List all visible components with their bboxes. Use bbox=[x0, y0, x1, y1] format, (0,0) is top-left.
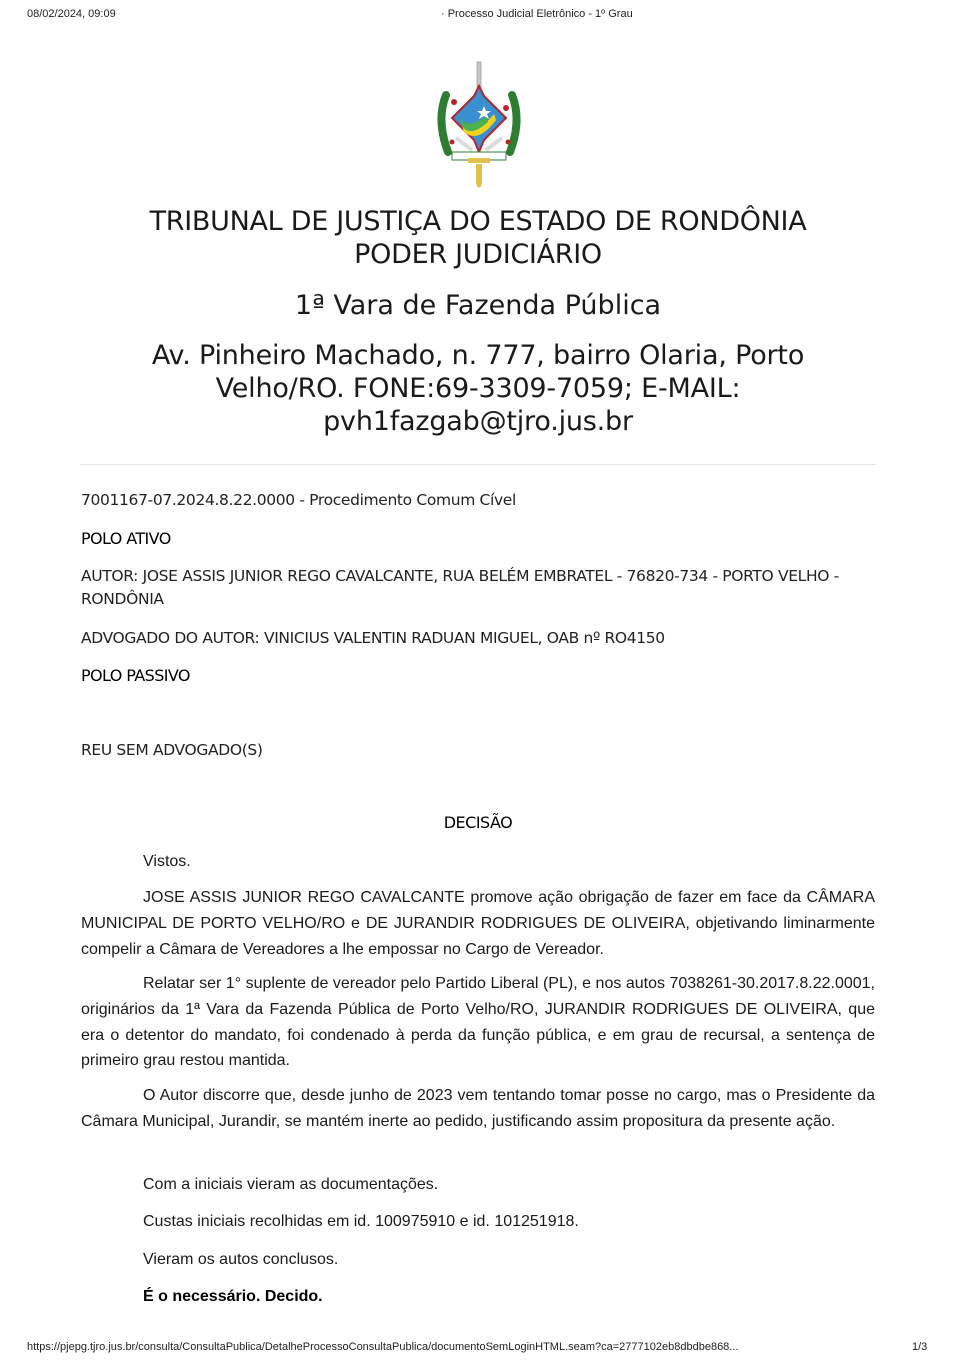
decision-paragraph: Relatar ser 1° suplente de vereador pelo Partido Liberal (PL), e nos autos 7038261-30.2017.8.22.0001, originários da 1ª Vara da Fazenda Pública de Porto Velho/RO, JURANDIR RODRIGUES DE OLIVEIRA, que era o detentor do mandato, foi condenado à perda da função pública, e em grau de recursal, a sentença de primeiro grau restou mantida. bbox=[81, 975, 875, 1070]
decision-paragraph: O Autor discorre que, desde junho de 2023 vem tentando tomar posse no cargo, mas o Presidente da Câmara Municipal, Jurandir, se mantém inerte ao pedido, justificando assim propositura da presente ação. bbox=[81, 1087, 875, 1130]
polo-passivo-label: POLO PASSIVO bbox=[81, 666, 190, 685]
decision-paragraph: Vistos. bbox=[143, 853, 191, 870]
advogado-info: ADVOGADO DO AUTOR: VINICIUS VALENTIN RADUAN MIGUEL, OAB nº RO4150 bbox=[81, 629, 665, 647]
decision-paragraph-emphasis: É o necessário. Decido. bbox=[143, 1288, 323, 1305]
print-datetime: 08/02/2024, 09:09 bbox=[27, 8, 116, 20]
rondonia-coat-of-arms-icon bbox=[434, 60, 524, 188]
decision-paragraph: JOSE ASSIS JUNIOR REGO CAVALCANTE promove ação obrigação de fazer em face da CÂMARA MUNICIPAL DE PORTO VELHO/RO e DE JURANDIR RODRIGUES DE OLIVEIRA, objetivando liminarmente compelir a Câmara de Vereadores a lhe empossar no Cargo de Vereador. bbox=[81, 889, 875, 958]
autor-info: AUTOR: JOSE ASSIS JUNIOR REGO CAVALCANTE, RUA BELÉM EMBRATEL - 76820-734 - PORTO VELHO - RONDÔNIA bbox=[81, 567, 839, 608]
header-divider bbox=[80, 464, 876, 465]
print-url: https://pjepg.tjro.jus.br/consulta/ConsultaPublica/DetalheProcessoConsultaPublica/documentoSemLoginHTML.seam?ca=2777102eb8dbdbe868... bbox=[27, 1341, 739, 1353]
court-vara: 1ª Vara de Fazenda Pública bbox=[294, 290, 662, 321]
decision-paragraph: Vieram os autos conclusos. bbox=[143, 1251, 339, 1268]
polo-ativo-label: POLO ATIVO bbox=[81, 529, 171, 548]
court-title: TRIBUNAL DE JUSTIÇA DO ESTADO DE RONDÔNIA bbox=[149, 206, 807, 237]
print-header bbox=[0, 8, 960, 24]
process-number: 7001167-07.2024.8.22.0000 - Procedimento Comum Cível bbox=[81, 491, 516, 509]
court-name bbox=[80, 205, 876, 271]
decision-paragraph: Com a iniciais vieram as documentações. bbox=[143, 1176, 439, 1193]
print-page-title: · Processo Judicial Eletrônico - 1º Grau bbox=[441, 8, 633, 20]
decision-title: DECISÃO bbox=[443, 813, 513, 832]
court-address: Av. Pinheiro Machado, n. 777, bairro Olaria, Porto Velho/RO. FONE:69-3309-7059; E-MAIL: pvh1fazgab@tjro.jus.br bbox=[151, 340, 805, 437]
reu-info: REU SEM ADVOGADO(S) bbox=[81, 741, 263, 759]
court-subtitle: PODER JUDICIÁRIO bbox=[354, 239, 602, 270]
page-number: 1/3 bbox=[912, 1341, 928, 1353]
print-footer bbox=[0, 1341, 960, 1357]
decision-paragraph: Custas iniciais recolhidas em id. 100975910 e id. 101251918. bbox=[143, 1213, 579, 1230]
